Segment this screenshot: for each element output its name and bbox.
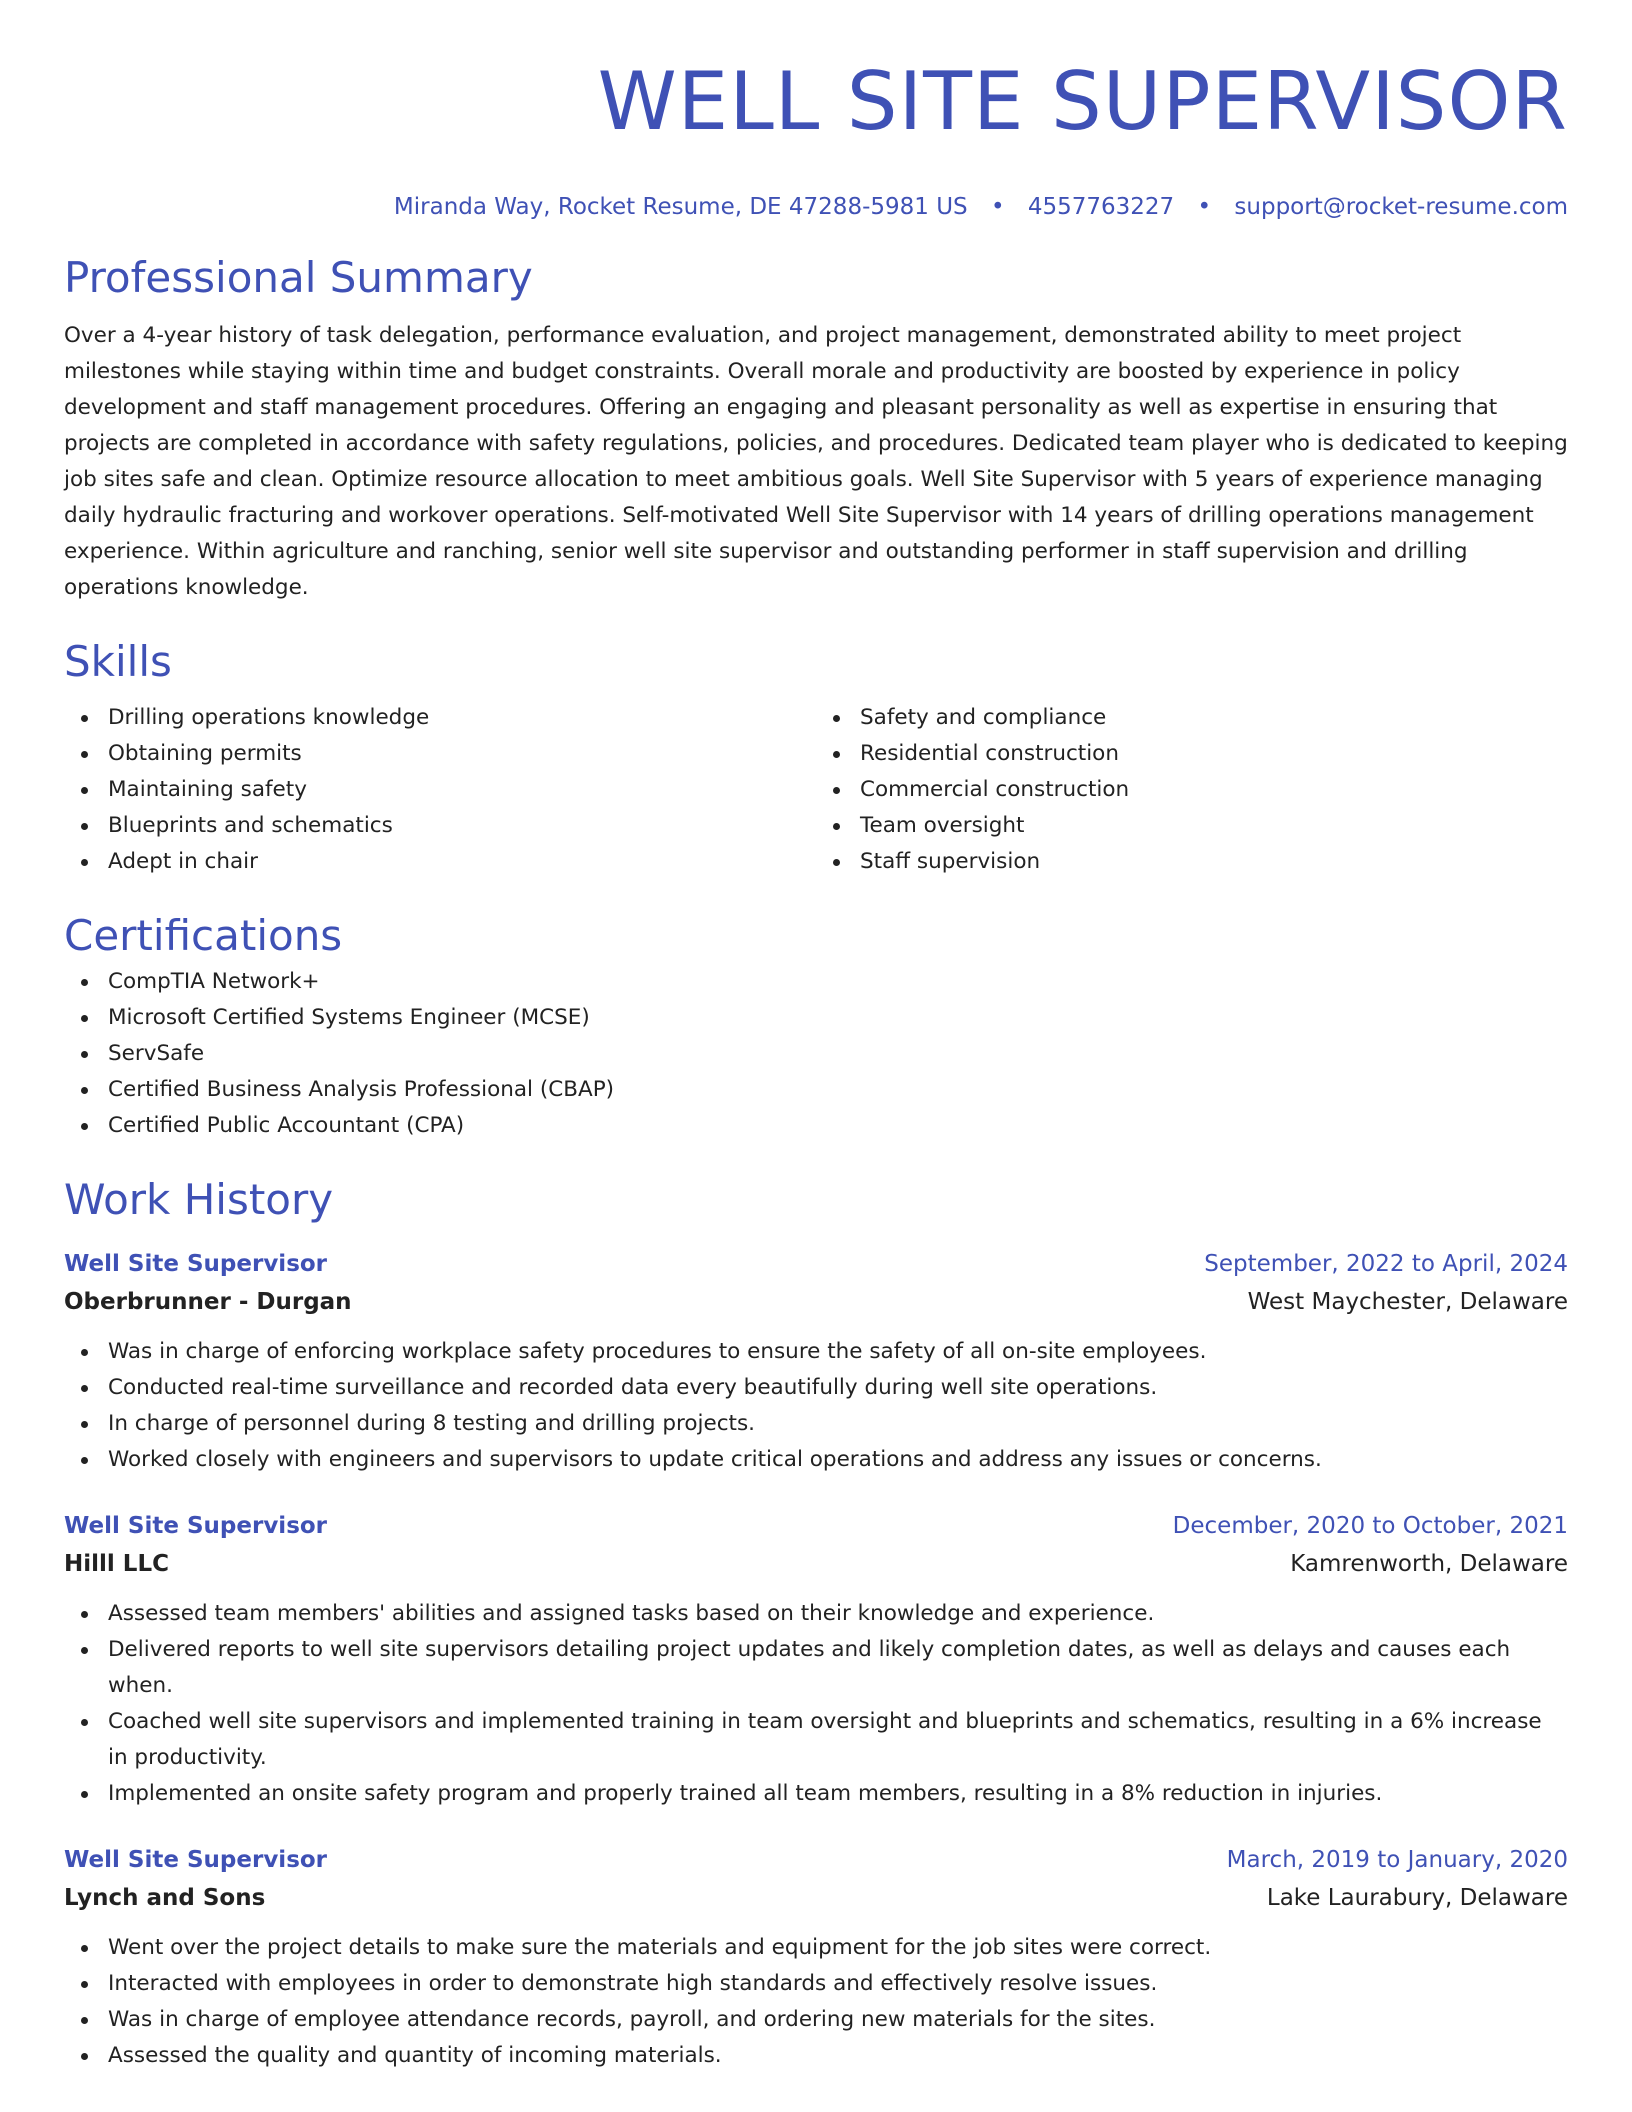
contact-separator: • — [1197, 194, 1212, 220]
certification-item: Microsoft Certified Systems Engineer (MCSE) — [108, 1000, 1568, 1036]
job-bullet: Delivered reports to well site supervisors detailing project updates and likely completion dates, as well as delays and causes each when. — [108, 1632, 1568, 1704]
skills-section — [64, 634, 1568, 880]
contact-address: Miranda Way, Rocket Resume, DE 47288-5981 US — [393, 194, 968, 220]
certification-item: Certified Public Accountant (CPA) — [108, 1108, 1568, 1144]
job-bullet: Conducted real-time surveillance and recorded data every beautifully during well site operations. — [108, 1370, 1568, 1406]
job-bullet: Assessed team members' abilities and assigned tasks based on their knowledge and experience. — [108, 1596, 1568, 1632]
certifications-list — [64, 964, 1568, 1144]
job-company: Oberbrunner - Durgan — [64, 1289, 352, 1315]
contact-phone[interactable]: 4557763227 — [1027, 194, 1175, 220]
job-company-row — [64, 1878, 1568, 1918]
page-title: WELL SITE SUPERVISOR — [597, 55, 1568, 148]
job-bullet: In charge of personnel during 8 testing and drilling projects. — [108, 1406, 1568, 1442]
job-location: Lake Laurabury, Delaware — [1266, 1885, 1568, 1911]
resume-header — [64, 0, 1568, 222]
skill-item: Team oversight — [860, 808, 1568, 844]
skill-item: Adept in chair — [108, 844, 816, 880]
job-bullets — [64, 1930, 1568, 2074]
job-bullets — [64, 1334, 1568, 1478]
job-bullets — [64, 1596, 1568, 1812]
job-title: Well Site Supervisor — [64, 1251, 328, 1277]
skills-heading: Skills — [64, 637, 172, 686]
summary-section — [64, 250, 1568, 606]
job-bullet: Went over the project details to make sure the materials and equipment for the job sites were correct. — [108, 1930, 1568, 1966]
job-bullet: Implemented an onsite safety program and properly trained all team members, resulting in a 8% reduction in injuries. — [108, 1776, 1568, 1812]
work-history-section — [64, 1172, 1568, 2074]
job-company-row — [64, 1282, 1568, 1322]
job-dates: December, 2020 to October, 2021 — [1172, 1513, 1568, 1539]
certifications-heading: Certifications — [64, 911, 343, 960]
skill-item: Residential construction — [860, 736, 1568, 772]
job-company: Lynch and Sons — [64, 1885, 266, 1911]
job-dates: March, 2019 to January, 2020 — [1226, 1847, 1568, 1873]
job-company: Hilll LLC — [64, 1551, 169, 1577]
skills-list-left — [64, 700, 816, 880]
certification-item: ServSafe — [108, 1036, 1568, 1072]
contact-email[interactable]: support@rocket-resume.com — [1234, 194, 1568, 220]
job-bullet: Interacted with employees in order to demonstrate high standards and effectively resolve issues. — [108, 1966, 1568, 2002]
skill-item: Maintaining safety — [108, 772, 816, 808]
job-title-row — [64, 1508, 1568, 1544]
skills-list-right — [816, 700, 1568, 880]
skill-item: Staff supervision — [860, 844, 1568, 880]
contact-separator: • — [990, 194, 1005, 220]
certification-item: CompTIA Network+ — [108, 964, 1568, 1000]
summary-text: Over a 4-year history of task delegation, performance evaluation, and project management, demonstrated ability to meet project milestones while staying within time and budget constraints. Overall morale and productivity are boosted by experience in policy development and staff management procedures. Offering an engaging and pleasant personality as well as expertise in ensuring that projects are completed in accordance with safety regulations, policies, and procedures. Dedicated team player who is dedicated to keeping job sites safe and clean. Optimize resource allocation to meet ambitious goals. Well Site Supervisor with 5 years of experience managing daily hydraulic fracturing and workover operations. Self-motivated Well Site Supervisor with 14 years of drilling operations management experience. Within agriculture and ranching, senior well site supervisor and outstanding performer in staff supervision and drilling operations knowledge. — [64, 323, 1568, 600]
certification-item: Certified Business Analysis Professional (CBAP) — [108, 1072, 1568, 1108]
skill-item: Blueprints and schematics — [108, 808, 816, 844]
job-title-row — [64, 1246, 1568, 1282]
job-entry — [64, 1246, 1568, 1478]
skills-grid — [64, 700, 1568, 880]
skill-item: Commercial construction — [860, 772, 1568, 808]
job-title: Well Site Supervisor — [64, 1513, 328, 1539]
job-bullet: Assessed the quality and quantity of incoming materials. — [108, 2038, 1568, 2074]
job-bullet: Was in charge of employee attendance records, payroll, and ordering new materials for the sites. — [108, 2002, 1568, 2038]
job-title: Well Site Supervisor — [64, 1847, 328, 1873]
work-history-heading: Work History — [64, 1175, 334, 1224]
job-entry — [64, 1508, 1568, 1812]
job-bullet: Was in charge of enforcing workplace safety procedures to ensure the safety of all on-site employees. — [108, 1334, 1568, 1370]
job-entry — [64, 1842, 1568, 2074]
skill-item: Drilling operations knowledge — [108, 700, 816, 736]
job-title-row — [64, 1842, 1568, 1878]
job-bullet: Coached well site supervisors and implemented training in team oversight and blueprints and schematics, resulting in a 6% increase in productivity. — [108, 1704, 1568, 1776]
job-bullet: Worked closely with engineers and supervisors to update critical operations and address any issues or concerns. — [108, 1442, 1568, 1478]
skill-item: Safety and compliance — [860, 700, 1568, 736]
job-company-row — [64, 1544, 1568, 1584]
job-location: Kamrenworth, Delaware — [1290, 1551, 1568, 1577]
contact-line — [64, 192, 1568, 222]
certifications-section — [64, 908, 1568, 1144]
job-location: West Maychester, Delaware — [1247, 1289, 1568, 1315]
job-dates: September, 2022 to April, 2024 — [1204, 1251, 1568, 1277]
skill-item: Obtaining permits — [108, 736, 816, 772]
summary-heading: Professional Summary — [64, 253, 533, 302]
